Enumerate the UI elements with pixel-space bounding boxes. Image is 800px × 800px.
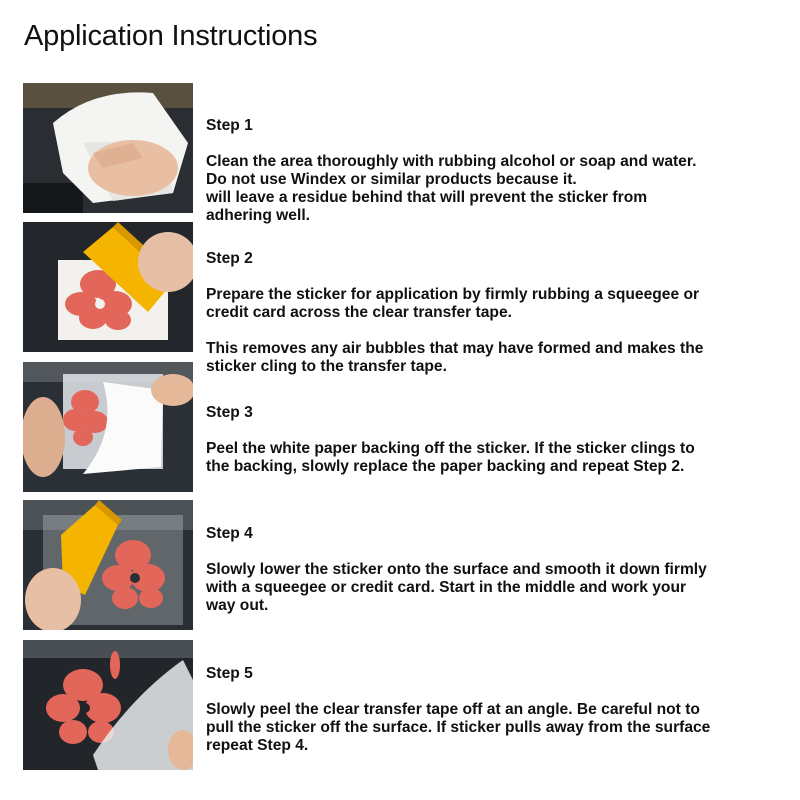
step-5-photo [23,640,193,770]
step-3-body: Peel the white paper backing off the sticker. If the sticker clings to the backing, slowly replace the paper backing and repeat Step 2. [206,440,695,475]
step-2-body: Prepare the sticker for application by firmly rubbing a squeegee or credit card across the clear transfer tape. This removes any air bubbles that may have formed and makes the sticker cling to the transfer tape. [206,286,704,375]
peel-backing-image [23,362,193,492]
peel-transfer-tape-image [23,640,193,770]
page-title: Application Instructions [24,20,318,52]
step-2-photo [23,222,193,352]
step-4-body: Slowly lower the sticker onto the surface and smooth it down firmly with a squeegee or credit card. Start in the middle and work your way out. [206,561,707,614]
step-4-photo [23,500,193,630]
step-3-heading: Step 3 [206,404,253,421]
step-3-text [206,386,796,476]
squeegee-smoothing-image [23,500,193,630]
step-5-text [206,647,796,755]
step-4-heading: Step 4 [206,525,253,542]
step-1-heading: Step 1 [206,117,253,134]
step-3-photo [23,362,193,492]
step-5-body: Slowly peel the clear transfer tape off at an angle. Be careful not to pull the sticker off the surface. If sticker pulls away from the surface repeat Step 4. [206,701,711,754]
cleaning-cloth-image [23,83,193,213]
step-2-heading: Step 2 [206,250,253,267]
step-2-text [206,232,796,376]
step-1-text [206,99,796,225]
step-1-photo [23,83,193,213]
squeegee-rubbing-image [23,222,193,352]
step-1-body: Clean the area thoroughly with rubbing alcohol or soap and water. Do not use Windex or similar products because it. will leave a residue behind that will prevent the sticker from adhering well. [206,153,697,224]
step-4-text [206,507,796,615]
step-5-heading: Step 5 [206,665,253,682]
